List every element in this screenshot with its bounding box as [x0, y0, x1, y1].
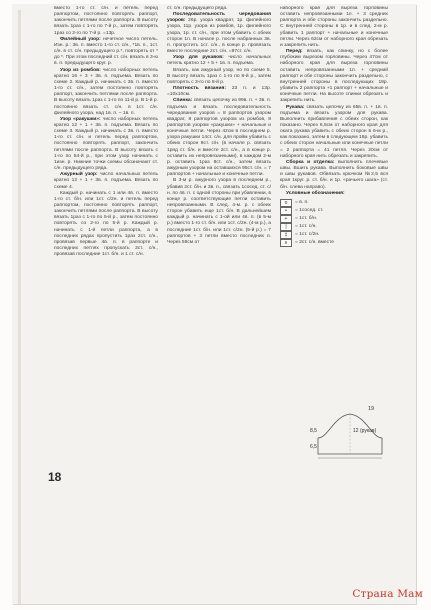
sleeve-pattern-diagram — [310, 402, 390, 462]
legend-title: Условные обозначения: — [286, 190, 345, 196]
text-column-2 — [167, 6, 271, 578]
paragraph: Каждый р. начинать с 1 или 4в. п. вместо 1-го ст. б/н. или 1ст. с/2н. и петель перед раппортом, постоянно повторять раппорт, закончить петлями после раппорта. В высоту вязать 1раз с 1-го по 5-й р., затем постоянно повторять со 2-го по 5-й р. Каждый р. начинать с 1-й петли раппорта, а в последних рядах пропустить 1раз 2ст. с/н., провязав первые 4в. п. в раппорте и последних петлях пропускать 3ст. с/н., провязав последние 1ст. б/н. и 1 ст. с/н. — [54, 190, 158, 258]
paragraph: наборного края для выреза горловины оставить непровязанными 1п. + 3 средних раппорта и обе стороны закончить раздельно. С внутренней стороны в 1р. и в след. 2-м р. убавить 1 раппорт + начальные и конечные петли. Через 62см от наборного края обрезать и закрепить нить. — [280, 6, 388, 48]
paragraph: вместо 1-го ст. с/н. и петель перед раппортом, постоянно повторять раппорт, закончить петлями после раппорта. В высоту вязать 1раз с 1-го по 7-й р., затем повторять 1раз со 2-го по 7-й р. =13р. — [54, 6, 158, 36]
text-column-3 — [280, 6, 388, 578]
legend-item: • = 1сосед. ст. — [280, 207, 388, 215]
legend-item: о = в. п. — [280, 199, 388, 207]
section-heading: Узор для рукавов: — [173, 55, 224, 61]
page-number: 18 — [48, 470, 62, 484]
legend-item: + = 1ст. б/н. — [280, 215, 388, 223]
diagram-label: 19 — [368, 406, 375, 412]
section-heading: Последовательность чередования узоров: — [167, 12, 271, 24]
section-heading: Перед: — [286, 49, 303, 55]
paragraph: Последовательность чередования узоров: 26р. узора квадрат, 1р. филейного узора, 11р. узора из ромбов, 1р. филейного узора, 1р. ст. с/н., при этом убавить с обеих сторон 1п. В начале р. после набранных 3в. п. пропустить 1ст. с/н., в конце р. провязать вместе последние 2ст. с/н. =97ст. с/н. — [167, 12, 271, 55]
paragraph: ст. с/н. предыдущего ряда. — [167, 6, 228, 11]
paragraph: Узор из ромбов: число наборных петель кратно 16 + 3 + 3в. п. подъема. Вязать по схеме 2. Каждый р. начинать с 3в. п. вместо 1-го ст. с/н., затем постоянно повторять раппорт, закончить петлями после раппорта. В высоту вязать 1раз с 1-го по 11-й р. В 1-й р. постоянно вязать ст. с/н. в 1ст. с/н. филейного узора, над 1в. п. – 1в. п. — [54, 67, 158, 116]
stitch-symbol-icon: ‡ — [280, 231, 292, 239]
stitch-symbol-icon: о — [280, 199, 292, 207]
paragraph: Сборка и отделка: выполнить плечевые швы. Вшить рукава. Выполнить боковые швы и швы рукавов. Обвязать крючком №2,5 вся края 1круг. р. ст. б/н. и 1р. «рачьего шага» (ст. б/н. слева направо). — [280, 159, 388, 190]
paragraph: Рукава: связать цепочку из 65в. п. + 1в. п. подъема и вязать узором для рукава. Выполнить прибавления с обеих сторон, как показано. Через 6,5см от наборного края для оката рукава убавить с обеих сторон в 6-м р., как показано, затем в следующем 18р. убавить с обеих сторон начальные или конечные петли = 2 раппорта = 41 петля. Через 20см от наборного края нить обрезать и закрепить. — [280, 104, 388, 159]
site-watermark: Страна Мам — [352, 588, 423, 600]
paragraph: Вязать, как ажурный узор, но по схеме 5. В высоту вязать 1раз с 1-го по 8-й р., затем повторять с 3-го по 8-й р. — [167, 67, 271, 85]
paragraph: Узор для рукавов: число начальных петель кратно 12 + 5 + 1в. п. подъема. — [167, 55, 271, 67]
paragraph: Плотность вязания: 23 п. и 13р. =10х10см. — [167, 86, 271, 98]
section-heading: Рукава: — [286, 104, 305, 110]
magazine-page — [12, 4, 416, 604]
legend-item: ‡ = 1ст. с/2н. — [280, 231, 388, 239]
paragraph: Ажурный узор: число начальных петель кратно 12 + 1 + 3в. п. подъема. Вязать по схеме 4. — [54, 172, 158, 190]
symbol-legend — [280, 199, 388, 247]
paragraph: В 3-м р. ажурного узора в последнем р., убавив 2ст. б/н. и 3в. п., связать 1сосед. ст. с/н. по 4в. п. с одной стороны при убавлении, в конце р. соответствующие петли оставить непровязанными. В след. 4-м. р. с обеих сторон убавить еще 1ст. б/н. В дальнейшем каждый р. начинать с 1-ой или 4в. п. (в 5-м р.) вместо 1-го ст. б/н. или 1ст. с/2н. (4-м р.), а последние 1ст. б/н. или 1ст. с/2н. (5-й р.) = 7 раппортов + 3 петли вместо последних п. Через 59см от — [167, 178, 271, 245]
stitch-symbol-icon: | — [280, 223, 292, 231]
stitch-symbol-icon: ∧ — [280, 239, 292, 247]
paragraph: Спинка: связать цепочку из 99в. п. + 3в. п. подъема и вязать последовательность чередования узоров = 8 раппортов узором квадрат, 8 раппортов узором из ромбов, 8 раппортов узором «ракушки» + начальные и конечные петли. Через 42см в последнем р. узора ракушки 14ст. с/н. для пройм убавить с обеих сторон 8ст. с/н. (в начале р. связать 1ряд ст. б/н. и вместе 2ст. с/н., а в конце р. оставить их непровязанными), в каждом 2-м р. оставить 1раз 8ст. с/н., затем вязать ажурным узором на оставшихся 95ст. с/н. = 7 раппортов + начальные и конечные петли. — [167, 98, 271, 178]
section-heading: Сборка и отделка: — [286, 159, 335, 165]
section-heading: Узор из ромбов: — [60, 67, 101, 73]
section-heading: Филейный узор: — [60, 36, 101, 42]
diagram-label: 6,5 — [310, 444, 317, 450]
section-heading: Спинка: — [173, 98, 193, 104]
paragraph: Перед: вязать, как спинку, но с более глубоким вырезом горловины. Через 47см от наборного края для выреза горловины оставить непровязанными 1п. + средний раппорт и обе стороны закончить раздельно, с внутренней стороны в последующих 19р. убавить 2 раппорта +1 раппорт + начальные и конечные петли. На высоте спинки обрезать и закрепить нить. — [280, 49, 388, 104]
legend-item: ∧ = 2ст. с/н. вместе — [280, 239, 388, 247]
paragraph: Узор «ракушки»: число наборных петель кратно 12 + 1 + 3в. п. подъема. Вязать по схеме 3. Каждый р. начинать с 3в. п. вместо 1-го ст. с/н. и петель перед раппортом, постоянно повторять раппорт, закончить петлями после раппорта. В высоту вязать с 1-го по 54-й р., при этом узор начинать с 1изн. р. Нижние точки схемы обозначают ст. с/н. предыдущего ряда. — [54, 116, 158, 172]
text-column-1 — [54, 6, 158, 578]
legend-item: | = 1ст. с/н. — [280, 223, 388, 231]
stitch-symbol-icon: • — [280, 207, 292, 215]
section-heading: Плотность вязания: — [173, 86, 226, 92]
page-binding-edge — [18, 10, 21, 604]
diagram-label: 12 (рукав) — [353, 428, 377, 434]
section-heading: Ажурный узор: — [60, 172, 98, 178]
section-heading: Узор «ракушки»: — [60, 116, 101, 122]
paragraph: Филейный узор: нечетное число петель. Изн. р.: 3в. п. вместо 1-го ст. с/н., *1в. п., 1ст. с/н. в ст. с/н. предыдущего р.*, повторять от * до *. При этом последний ст. с/н. вязать в 3-ю в. п. предыдущего круг. р. — [54, 36, 158, 67]
stitch-symbol-icon: + — [280, 215, 292, 223]
diagram-label: 8,5 — [310, 428, 317, 434]
